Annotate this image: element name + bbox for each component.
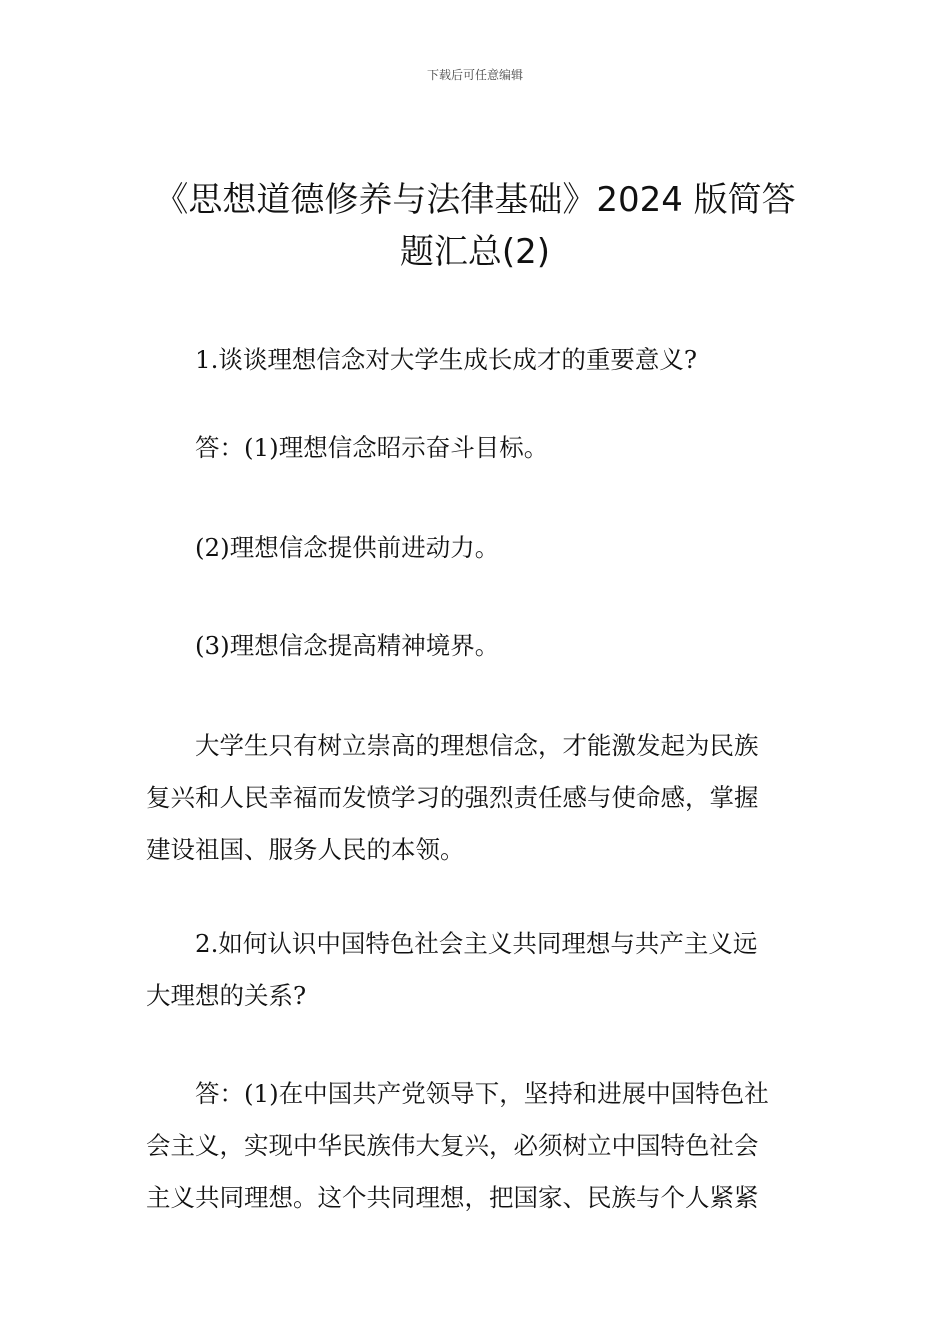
text-line: 答：(1)理想信念昭示奋斗目标。 <box>146 433 549 462</box>
text-line: (3)理想信念提高精神境界。 <box>146 631 500 660</box>
text-line: 大理想的关系? <box>146 981 307 1010</box>
text-line: 答：(1)在中国共产党领导下，坚持和进展中国特色社 <box>146 1079 769 1108</box>
answer-1-summary <box>146 720 810 876</box>
text-line: 2.如何认识中国特色社会主义共同理想与共产主义远 <box>146 929 758 958</box>
text-line: 复兴和人民幸福而发愤学习的强烈责任感与使命感，掌握 <box>146 783 759 812</box>
title-line-1: 《思想道德修养与法律基础》2024 版简答 <box>154 180 796 220</box>
answer-1-point-1 <box>146 422 810 474</box>
answer-1-point-3 <box>146 620 810 672</box>
text-line: (2)理想信念提供前进动力。 <box>146 533 500 562</box>
question-2 <box>146 918 810 1022</box>
text-line: 1.谈谈理想信念对大学生成长成才的重要意义? <box>146 345 698 374</box>
document-title <box>140 174 810 278</box>
text-line: 主义共同理想。这个共同理想，把国家、民族与个人紧紧 <box>146 1183 759 1212</box>
title-line-2: 题汇总(2) <box>399 232 551 272</box>
header-note: 下载后可任意编辑 <box>426 68 523 82</box>
answer-2 <box>146 1068 810 1224</box>
text-line: 建设祖国、服务人民的本领。 <box>146 835 465 864</box>
answer-1-point-2 <box>146 522 810 574</box>
question-1 <box>146 334 810 386</box>
text-line: 大学生只有树立崇高的理想信念，才能激发起为民族 <box>146 731 759 760</box>
text-line: 会主义，实现中华民族伟大复兴，必须树立中国特色社会 <box>146 1131 759 1160</box>
